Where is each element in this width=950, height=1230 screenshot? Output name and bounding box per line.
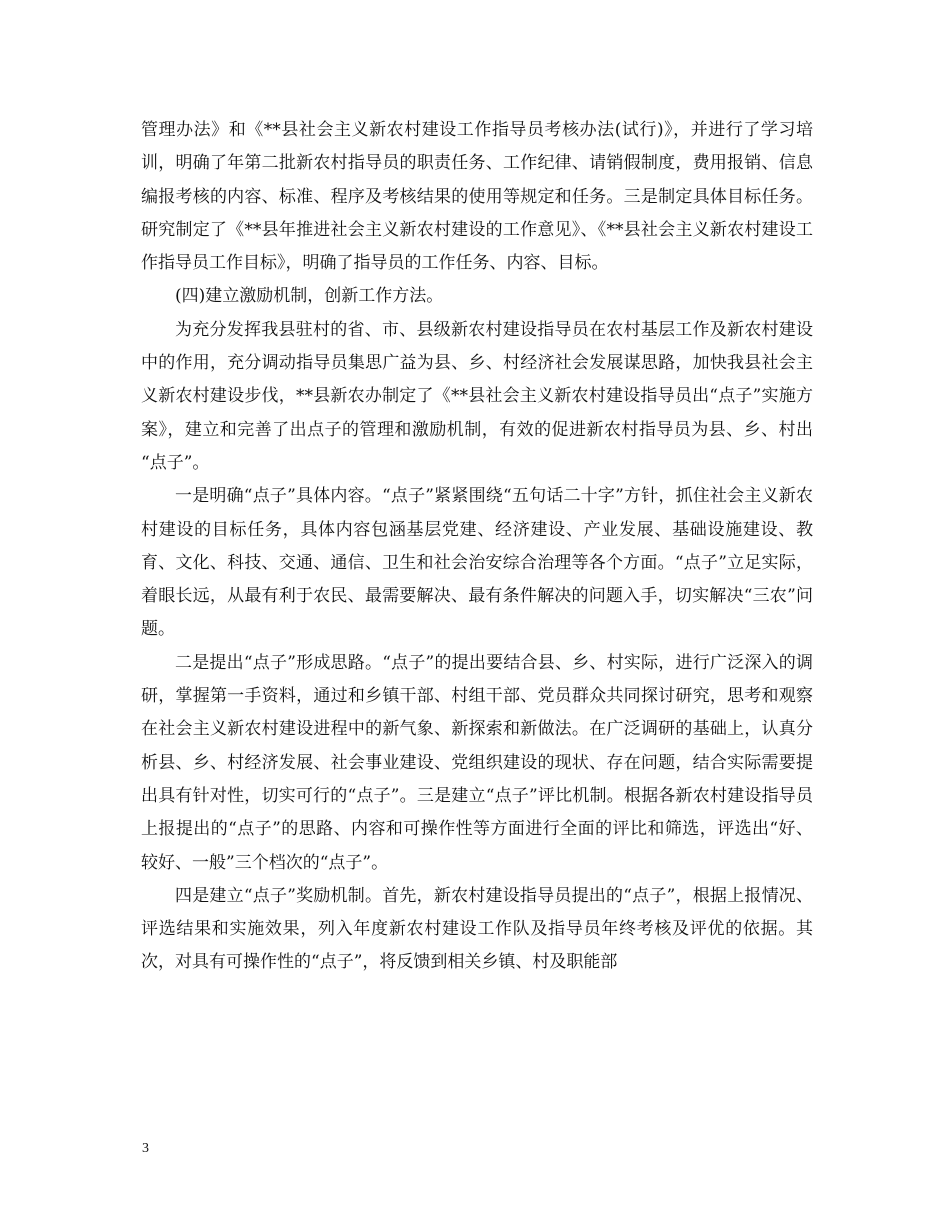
document-body xyxy=(141,114,813,980)
paragraph-4: 一是明确“点子”具体内容。“点子”紧紧围绕“五句话二十字”方针，抓住社会主义新农村建设的目标任务，具体内容包涵基层党建、经济建设、产业发展、基础设施建设、教育、文化、科技、交通、通信、卫生和社会治安综合治理等各个方面。“点子”立足实际，着眼长远，从最有利于农民、最需要解决、最有条件解决的问题入手，切实解决“三农”问题。 xyxy=(141,486,813,640)
paragraph-1: 管理办法》和《**县社会主义新农村建设工作指导员考核办法(试行)》，并进行了学习培训，明确了年第二批新农村指导员的职责任务、工作纪律、请销假制度，费用报销、信息编报考核的内容、标准、程序及考核结果的使用等规定和任务。三是制定具体目标任务。研究制定了《**县年推进社会主义新农村建设的工作意见》、《**县社会主义新农村建设工作指导员工作目标》，明确了指导员的工作任务、内容、目标。 xyxy=(141,120,813,274)
page-number: 3 xyxy=(142,1141,149,1156)
paragraph-2-heading: (四)建立激励机制，创新工作方法。 xyxy=(175,286,444,307)
paragraph-5: 二是提出“点子”形成思路。“点子”的提出要结合县、乡、村实际，进行广泛深入的调研，掌握第一手资料，通过和乡镇干部、村组干部、党员群众共同探讨研究，思考和观察在社会主义新农村建设进程中的新气象、新探索和新做法。在广泛调研的基础上，认真分析县、乡、村经济发展、社会事业建设、党组织建设的现状、存在问题，结合实际需要提出具有针对性，切实可行的“点子”。三是建立“点子”评比机制。根据各新农村建设指导员上报提出的“点子”的思路、内容和可操作性等方面进行全面的评比和筛选，评选出“好、较好、一般”三个档次的“点子”。 xyxy=(141,652,813,873)
paragraph-3: 为充分发挥我县驻村的省、市、县级新农村建设指导员在农村基层工作及新农村建设中的作用，充分调动指导员集思广益为县、乡、村经济社会发展谋思路，加快我县社会主义新农村建设步伐，**县新农办制定了《**县社会主义新农村建设指导员出“点子”实施方案》，建立和完善了出点子的管理和激励机制，有效的促进新农村指导员为县、乡、村出 “点子”。 xyxy=(141,319,813,473)
paragraph-6: 四是建立“点子”奖励机制。首先，新农村建设指导员提出的“点子”，根据上报情况、评选结果和实施效果，列入年度新农村建设工作队及指导员年终考核及评优的依据。其次，对具有可操作性的“点子”，将反馈到相关乡镇、村及职能部 xyxy=(141,885,813,973)
